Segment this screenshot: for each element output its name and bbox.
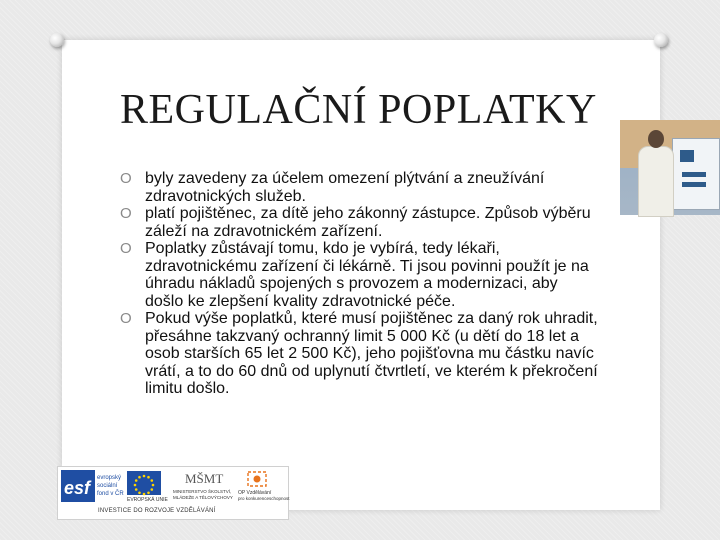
bullet-item	[120, 310, 598, 398]
msmt-logo-mark: MŠMT	[185, 471, 224, 486]
bullet-text: byly zavedeny za účelem omezení plýtvání a zneužívání zdravotnických služeb.	[145, 170, 545, 205]
bullet-text: Pokud výše poplatků, které musí pojištěnec za daný rok uhradit, přesáhne takzvaný ochranný limit 5 000 Kč (u dětí do 18 let a osob starších 65 let 2 500 Kč), jeho pojišťovna mu částku navíc vrátí, a to do 60 dnů od uplynutí čtvrtletí, ve kterém k překročení limitu došlo.	[145, 310, 598, 397]
machine-panel	[682, 182, 706, 187]
pushpin-icon	[654, 33, 668, 47]
bullet-item	[120, 170, 598, 205]
funding-logos-bar	[57, 466, 289, 520]
bullet-marker: O	[120, 170, 132, 187]
eu-flag-icon	[127, 471, 161, 495]
op-vk-logo	[238, 470, 290, 502]
slide-title: REGULAČNÍ POPLATKY	[120, 87, 597, 133]
esf-logo-mark: esf	[64, 478, 91, 498]
photo-patient-at-payment-machine	[620, 120, 720, 215]
machine-screen	[680, 150, 694, 162]
eu-caption: EVROPSKÁ UNIE	[127, 497, 168, 503]
bullet-list	[120, 170, 598, 398]
esf-caption-line: fond v ČR	[97, 491, 124, 497]
bullet-marker: O	[120, 240, 132, 257]
bullet-item	[120, 205, 598, 240]
esf-caption-line: evropský	[97, 475, 122, 481]
pushpin-icon	[50, 33, 64, 47]
op-caption-line: pro konkurenceschopnost	[238, 496, 290, 501]
investment-banner-text: INVESTICE DO ROZVOJE VZDĚLÁVÁNÍ	[98, 508, 216, 514]
bullet-text: platí pojištěnec, za dítě jeho zákonný zástupce. Způsob výběru záleží na zdravotnickém zařízení.	[145, 205, 591, 240]
bullet-text: Poplatky zůstávají tomu, kdo je vybírá, tedy lékaři, zdravotnickému zařízení či lékárně. Ti jsou povinni použít je na úhradu nákladů spojených s provozem a modernizaci, aby došlo ke zlepšení kvality zdravotnické péče.	[145, 240, 589, 310]
bullet-item	[120, 240, 598, 310]
msmt-caption-line: MLÁDEŽE A TĚLOVÝCHOVY	[173, 495, 233, 500]
bullet-marker: O	[120, 310, 132, 327]
esf-logo	[61, 470, 123, 502]
machine-panel	[682, 172, 706, 177]
person-head	[648, 130, 664, 148]
bullet-marker: O	[120, 205, 132, 222]
person-figure	[638, 146, 674, 217]
msmt-logo	[173, 469, 231, 503]
eu-stars-icon	[127, 471, 161, 495]
esf-caption-line: sociální	[97, 483, 118, 489]
op-caption-line: OP Vzdělávání	[238, 490, 272, 496]
msmt-caption-line: MINISTERSTVO ŠKOLSTVÍ,	[173, 489, 232, 494]
